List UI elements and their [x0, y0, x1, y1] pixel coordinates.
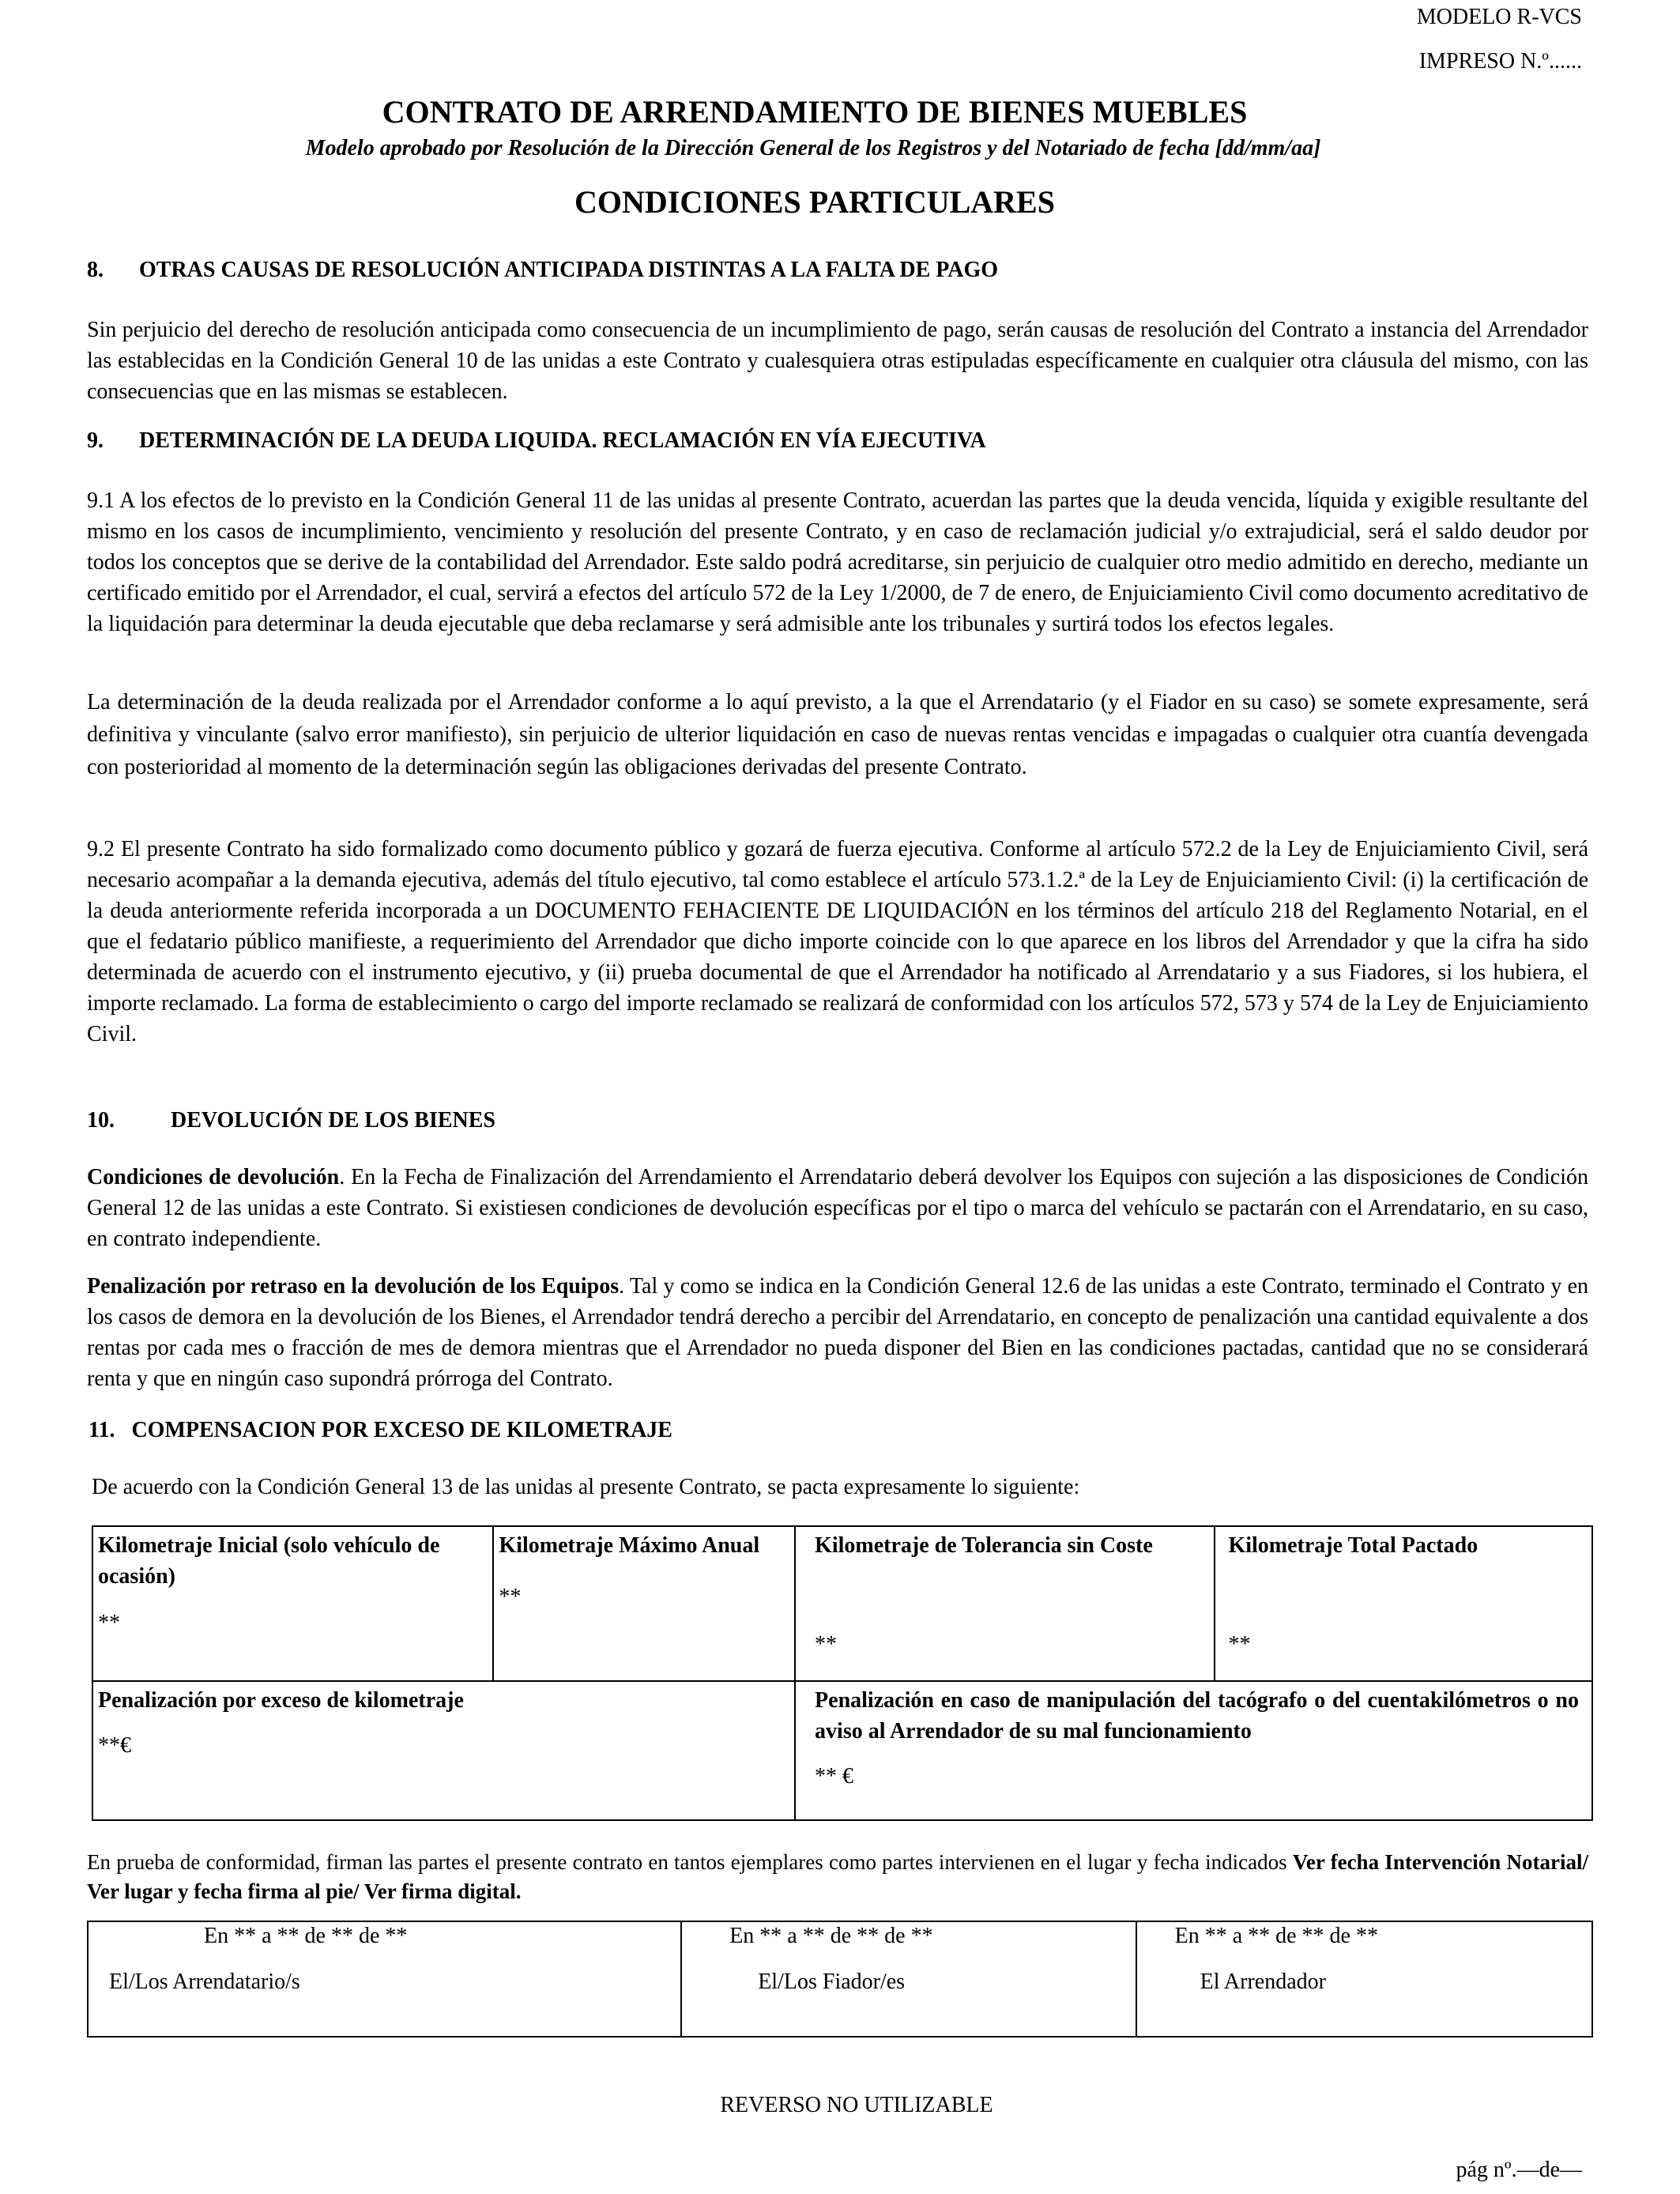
section-10-heading-wrap — [87, 1105, 1588, 1136]
section-9-heading — [87, 425, 1588, 456]
section-9-body-1 — [87, 485, 1588, 639]
section-10-heading — [87, 1105, 1588, 1136]
closing-paragraph — [87, 1848, 1588, 1906]
section-9-paragraph-3: 9.2 El presente Contrato ha sido formalizado como documento público y gozará de fuerza ejecutiva. Conforme al artículo 572.2 de la Ley de Enjuiciamiento Civil, será necesario acompañar a la demanda ejecutiva, además del título ejecutivo, tal como establece el artículo 573.1.2.ª de la Ley de Enjuiciamiento Civil: (i) la certificación de la deuda anteriormente referida incorporada a un DOCUMENTO FEHACIENTE DE LIQUIDACIÓN en los términos del artículo 218 del Reglamento Notarial, en el que el fedatario público manifieste, a requerimiento del Arrendador que dicho importe coincide con lo que aparece en los libros del Arrendador y que la cifra ha sido determinada de acuerdo con el instrumento ejecutivo, y (ii) prueba documental de que el Arrendador ha notificado al Arrendatario y a sus Fiadores, si los hubiera, el importe reclamado. La forma de establecimiento o cargo del importe reclamado se realizará de conformidad con los artículos 572, 573 y 574 de la Ley de Enjuiciamiento Civil. — [87, 837, 1588, 1046]
document-subtitle: Modelo aprobado por Resolución de la Dirección General de los Registros y del Notariado de fecha [dd/mm/aa] — [305, 136, 1321, 160]
section-9-paragraph-2: La determinación de la deuda realizada por el Arrendador conforme a lo aquí previsto, a la que el Arrendatario (y el Fiador en su caso) se somete expresamente, será definitiva y vinculante (salvo error manifiesto), sin perjuicio de ulterior liquidación en caso de nuevas rentas vencidas e impagadas o cualquier otra cuantía devengada con posterioridad al momento de la determinación según las obligaciones derivadas del presente Contrato. — [87, 690, 1588, 779]
total-mileage-cell — [1215, 1526, 1592, 1681]
tolerance-mileage-cell — [795, 1526, 1215, 1681]
section-10-paragraph-1 — [87, 1162, 1588, 1254]
section-9-title: DETERMINACIÓN DE LA DEUDA LIQUIDA. RECLAMACIÓN EN VÍA EJECUTIVA — [139, 428, 986, 453]
excess-mileage-penalty-label: Penalización por exceso de kilometraje — [98, 1688, 464, 1713]
section-11-heading: 11. COMPENSACION POR EXCESO DE KILOMETRAJE — [89, 1418, 672, 1442]
lessor-place-date: En ** a ** de ** de ** — [1174, 1924, 1378, 1948]
signature-table — [87, 1921, 1593, 2038]
tolerance-mileage-label: Kilometraje de Tolerancia sin Coste — [815, 1533, 1153, 1558]
section-9-body-2 — [87, 686, 1588, 783]
max-annual-mileage-label: Kilometraje Máximo Anual — [499, 1533, 760, 1558]
initial-mileage-cell — [92, 1526, 493, 1681]
excess-mileage-penalty-value: **€ — [98, 1733, 131, 1758]
closing-bold: Ver fecha Intervención Notarial/ Ver lugar y fecha firma al pie/ Ver firma digital. — [87, 1850, 1589, 1903]
tachograph-penalty-label: Penalización en caso de manipulación del tacógrafo o del cuentakilómetros o no aviso al Arrendador de su mal funcionamiento — [815, 1688, 1579, 1744]
section-10-number: 10. — [87, 1108, 115, 1133]
mileage-table — [92, 1525, 1593, 1821]
total-mileage-label: Kilometraje Total Pactado — [1228, 1533, 1478, 1558]
excess-mileage-penalty-cell — [92, 1681, 795, 1820]
section-10-title: DEVOLUCIÓN DE LOS BIENES — [171, 1108, 495, 1133]
section-10-body-2 — [87, 1271, 1588, 1394]
section-8 — [87, 254, 1588, 285]
initial-mileage-label: Kilometraje Inicial (solo vehículo de ocasión) — [98, 1533, 440, 1589]
page-number: pág nº.—de— — [1456, 2158, 1582, 2182]
closing-text: En prueba de conformidad, firman las partes el presente contrato en tantos ejemplares como partes intervienen en el lugar y fecha indicados — [87, 1850, 1293, 1874]
return-conditions-text: . En la Fecha de Finalización del Arrendamiento el Arrendatario deberá devolver los Equipos con sujeción a las disposiciones de Condición General 12 de las unidas a este Contrato. Si existiesen condiciones de devolución específicas por el tipo o marca del vehículo se pactarán con el Arrendatario, en su caso, en contrato independiente. — [87, 1165, 1588, 1251]
late-return-penalty-text: . Tal y como se indica en la Condición General 12.6 de las unidas a este Contrato, terminado el Contrato y en los casos de demora en la devolución de los Bienes, el Arrendador tendrá derecho a percibir del Arrendatario, en concepto de penalización una cantidad equivalente a dos rentas por cada mes o fracción de mes de demora mientras que el Arrendador no pueda disponer del Bien en las condiciones pactadas, cantidad que no se considerará renta y que en ningún caso supondrá prórroga del Contrato. — [87, 1274, 1589, 1391]
tolerance-mileage-value: ** — [815, 1632, 838, 1657]
conditions-title: CONDICIONES PARTICULARES — [574, 184, 1055, 220]
section-8-heading — [87, 254, 1588, 285]
reverse-not-usable: REVERSO NO UTILIZABLE — [720, 2093, 993, 2117]
closing-wrap — [87, 1848, 1588, 1906]
section-11-heading-wrap — [89, 1415, 1590, 1446]
section-9-heading-wrap — [87, 425, 1588, 456]
lessor-label: El Arrendador — [1200, 1970, 1326, 1994]
model-code: MODELO R-VCS — [1416, 5, 1582, 29]
total-mileage-value: ** — [1228, 1632, 1251, 1657]
signature-cell-lessor[interactable] — [1136, 1921, 1592, 2037]
section-8-paragraph: Sin perjuicio del derecho de resolución anticipada como consecuencia de un incumplimiento de pago, serán causas de resolución del Contrato a instancia del Arrendador las establecidas en la Condición General 10 de las unidas a este Contrato y cualesquiera otras estipuladas específicamente en cualquier otra cláusula del mismo, con las consecuencias que en las mismas se establecen. — [87, 318, 1588, 404]
section-8-body — [87, 315, 1588, 407]
tachograph-penalty-cell — [795, 1681, 1592, 1820]
section-9-number: 9. — [87, 428, 104, 453]
section-9-paragraph-1: 9.1 A los efectos de lo previsto en la Condición General 11 de las unidas al presente Contrato, acuerdan las partes que la deuda vencida, líquida y exigible resultante del mismo en los casos de incumplimiento, vencimiento y resolución del presente Contrato, y en caso de reclamación judicial y/o extrajudicial, será el saldo deudor por todos los conceptos que se derive de la contabilidad del Arrendador. Este saldo podrá acreditarse, sin perjuicio de cualquier otro medio admitido en derecho, mediante un certificado emitido por el Arrendador, el cual, servirá a efectos del artículo 572 de la Ley 1/2000, de 7 de enero, de Enjuiciamiento Civil como documento acreditativo de la liquidación para determinar la deuda ejecutable que deba reclamarse y será admisible ante los tribunales y surtirá todos los efectos legales. — [87, 488, 1588, 636]
lessee-place-date: En ** a ** de ** de ** — [204, 1924, 408, 1948]
late-return-penalty-label: Penalización por retraso en la devolución de los Equipos — [87, 1274, 620, 1299]
document-title: CONTRATO DE ARRENDAMIENTO DE BIENES MUEBLES — [382, 94, 1248, 130]
section-9-body-3 — [87, 834, 1588, 1050]
lessee-label: El/Los Arrendatario/s — [109, 1970, 300, 1994]
guarantor-label: El/Los Fiador/es — [758, 1970, 906, 1994]
impreso-number: IMPRESO N.º...... — [1418, 49, 1582, 74]
tachograph-penalty-value: ** € — [815, 1764, 854, 1789]
section-10-body-1 — [87, 1162, 1588, 1254]
section-8-number: 8. — [87, 258, 104, 282]
signature-cell-guarantor[interactable] — [681, 1921, 1136, 2037]
return-conditions-label: Condiciones de devolución — [87, 1165, 340, 1189]
section-11-intro: De acuerdo con la Condición General 13 de las unidas al presente Contrato, se pacta expresamente lo siguiente: — [92, 1475, 1080, 1499]
section-8-title: OTRAS CAUSAS DE RESOLUCIÓN ANTICIPADA DISTINTAS A LA FALTA DE PAGO — [139, 258, 999, 282]
section-10-paragraph-2 — [87, 1271, 1588, 1394]
section-11-intro-wrap — [92, 1472, 1593, 1502]
signature-cell-lessee[interactable] — [88, 1921, 681, 2037]
guarantor-place-date: En ** a ** de ** de ** — [729, 1924, 933, 1948]
max-annual-mileage-cell — [493, 1526, 795, 1681]
initial-mileage-value: ** — [98, 1611, 120, 1635]
max-annual-mileage-value: ** — [499, 1585, 522, 1609]
